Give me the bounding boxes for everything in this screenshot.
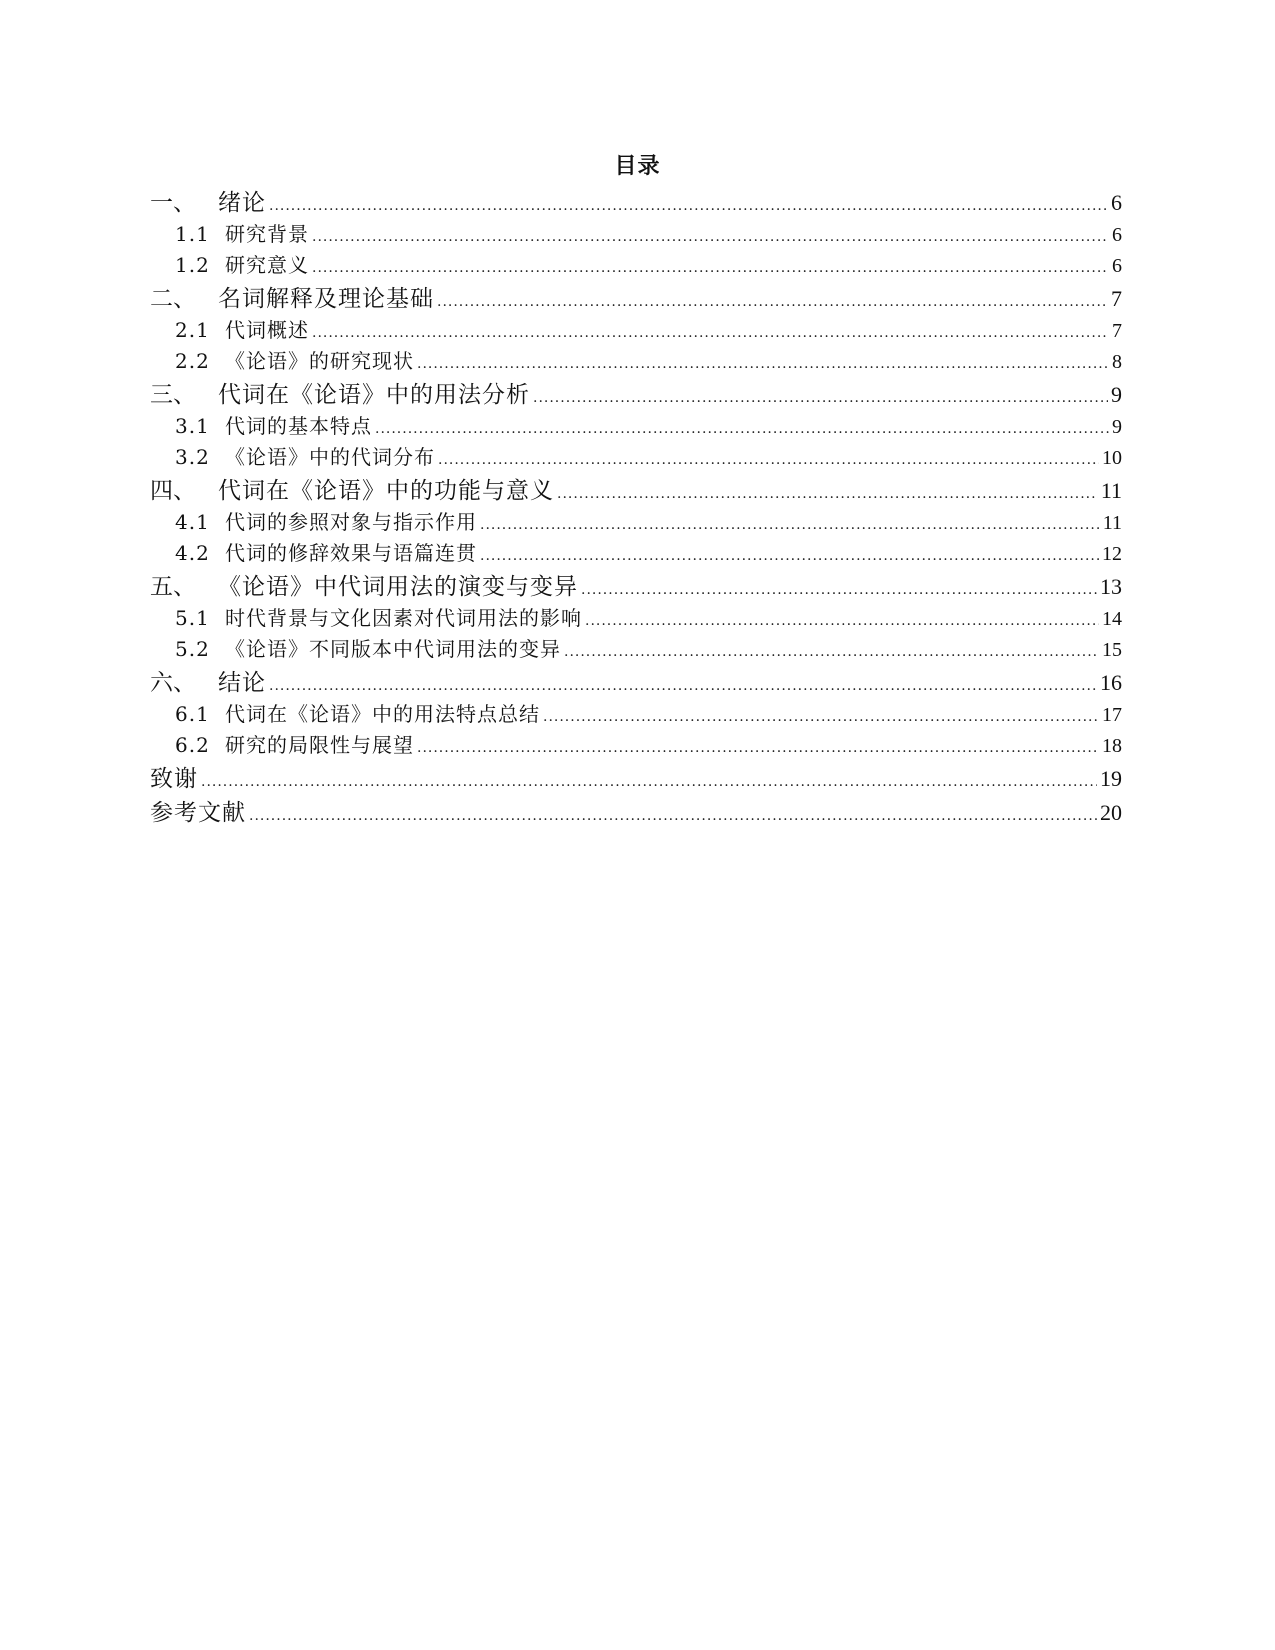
toc-entry-number: 三、 xyxy=(150,382,196,408)
toc-entry-section-5-2[interactable] xyxy=(150,633,1122,664)
toc-entry-page: 6 xyxy=(1112,255,1122,277)
toc-entry-label: 代词在《论语》中的用法分析 xyxy=(218,382,530,408)
toc-entry-label: 参考文献 xyxy=(150,800,246,826)
toc-entry-section-4-2[interactable] xyxy=(150,537,1122,568)
toc-entry-section-6-2[interactable] xyxy=(150,729,1122,760)
dot-leader xyxy=(269,198,1108,214)
dot-leader xyxy=(269,678,1097,694)
dot-leader xyxy=(533,390,1108,406)
dot-leader xyxy=(564,644,1099,660)
toc-entry-number: 六、 xyxy=(150,670,196,696)
toc-entry-label: 代词的参照对象与指示作用 xyxy=(225,510,477,534)
toc-entry-label: 时代背景与文化因素对代词用法的影响 xyxy=(225,606,582,630)
toc-entry-label: 《论语》中代词用法的演变与变异 xyxy=(218,574,578,600)
dot-leader xyxy=(585,613,1099,629)
toc-entry-label: 《论语》不同版本中代词用法的变异 xyxy=(225,637,561,661)
toc-entry-number: 6.2 xyxy=(175,733,210,757)
toc-entry-page: 12 xyxy=(1102,543,1122,565)
toc-entry-label: 代词的修辞效果与语篇连贯 xyxy=(225,541,477,565)
dot-leader xyxy=(312,325,1109,341)
toc-entry-chapter-1[interactable] xyxy=(150,184,1122,218)
toc-entry-page: 18 xyxy=(1102,735,1122,757)
toc-entry-number: 2.2 xyxy=(175,349,210,373)
toc-entry-page: 11 xyxy=(1100,478,1122,503)
dot-leader xyxy=(543,709,1099,725)
toc-entry-page: 8 xyxy=(1112,351,1122,373)
toc-entry-page: 11 xyxy=(1102,512,1122,534)
toc-entry-section-1-1[interactable] xyxy=(150,218,1122,249)
toc-entry-chapter-6[interactable] xyxy=(150,664,1122,698)
dot-leader xyxy=(312,260,1109,276)
toc-entry-section-5-1[interactable] xyxy=(150,602,1122,633)
toc-entry-number: 3.1 xyxy=(175,414,210,438)
toc-entry-number: 2.1 xyxy=(175,318,210,342)
toc-entry-references[interactable] xyxy=(150,794,1122,828)
toc-entry-label: 代词在《论语》中的用法特点总结 xyxy=(225,702,540,726)
toc-entry-label: 《论语》中的代词分布 xyxy=(225,445,435,469)
toc-entry-number: 五、 xyxy=(150,574,196,600)
toc-entry-label: 《论语》的研究现状 xyxy=(225,349,414,373)
toc-entry-chapter-4[interactable] xyxy=(150,472,1122,506)
toc-entry-section-2-2[interactable] xyxy=(150,345,1122,376)
toc-entry-chapter-5[interactable] xyxy=(150,568,1122,602)
toc-entry-chapter-3[interactable] xyxy=(150,376,1122,410)
toc-entry-number: 四、 xyxy=(150,478,196,504)
toc-entry-label: 结论 xyxy=(218,670,266,696)
toc-entry-label: 绪论 xyxy=(218,190,266,216)
toc-entry-number: 一、 xyxy=(150,190,196,216)
dot-leader xyxy=(480,517,1100,533)
toc-entry-page: 9 xyxy=(1112,416,1122,438)
dot-leader xyxy=(480,548,1099,564)
toc-entry-label: 代词在《论语》中的功能与意义 xyxy=(218,478,554,504)
toc-entry-section-2-1[interactable] xyxy=(150,314,1122,345)
dot-leader xyxy=(417,740,1099,756)
toc-entry-section-6-1[interactable] xyxy=(150,698,1122,729)
dot-leader xyxy=(375,421,1109,437)
toc-entry-number: 6.1 xyxy=(175,702,210,726)
dot-leader xyxy=(557,486,1098,502)
toc-entry-page: 9 xyxy=(1111,382,1122,407)
toc-entry-number: 1.1 xyxy=(175,222,210,246)
toc-entry-number: 5.2 xyxy=(175,637,210,661)
toc-entry-label: 致谢 xyxy=(150,766,198,792)
toc-entry-chapter-2[interactable] xyxy=(150,280,1122,314)
toc-entry-section-1-2[interactable] xyxy=(150,249,1122,280)
toc-entry-label: 代词的基本特点 xyxy=(225,414,372,438)
toc-entry-section-4-1[interactable] xyxy=(150,506,1122,537)
toc-entry-page: 10 xyxy=(1102,447,1122,469)
toc-entry-page: 7 xyxy=(1111,286,1122,311)
dot-leader xyxy=(417,356,1109,372)
toc-entry-number: 二、 xyxy=(150,286,196,312)
toc-entry-label: 研究背景 xyxy=(225,222,309,246)
toc-title: 目录 xyxy=(614,153,661,179)
toc-entry-acknowledgements[interactable] xyxy=(150,760,1122,794)
toc-entry-page: 13 xyxy=(1100,574,1122,599)
dot-leader xyxy=(249,808,1097,824)
toc-entry-number: 3.2 xyxy=(175,445,210,469)
toc-entry-page: 16 xyxy=(1100,670,1122,695)
dot-leader xyxy=(201,774,1097,790)
toc-entry-number: 4.2 xyxy=(175,541,210,565)
toc-entry-number: 1.2 xyxy=(175,253,210,277)
dot-leader xyxy=(437,294,1108,310)
toc-entry-number: 5.1 xyxy=(175,606,210,630)
dot-leader xyxy=(581,582,1097,598)
table-of-contents xyxy=(150,184,1122,828)
toc-entry-section-3-2[interactable] xyxy=(150,441,1122,472)
toc-entry-page: 19 xyxy=(1100,766,1122,791)
toc-entry-page: 7 xyxy=(1112,320,1122,342)
toc-entry-number: 4.1 xyxy=(175,510,210,534)
toc-entry-label: 研究的局限性与展望 xyxy=(225,733,414,757)
toc-entry-page: 6 xyxy=(1112,224,1122,246)
toc-entry-section-3-1[interactable] xyxy=(150,410,1122,441)
toc-entry-page: 14 xyxy=(1102,608,1122,630)
toc-entry-label: 名词解释及理论基础 xyxy=(218,286,434,312)
toc-entry-page: 15 xyxy=(1102,639,1122,661)
dot-leader xyxy=(312,229,1109,245)
toc-entry-label: 代词概述 xyxy=(225,318,309,342)
toc-entry-page: 6 xyxy=(1111,190,1122,215)
toc-entry-page: 17 xyxy=(1102,704,1122,726)
toc-entry-page: 20 xyxy=(1100,800,1122,825)
toc-entry-label: 研究意义 xyxy=(225,253,309,277)
dot-leader xyxy=(438,452,1099,468)
